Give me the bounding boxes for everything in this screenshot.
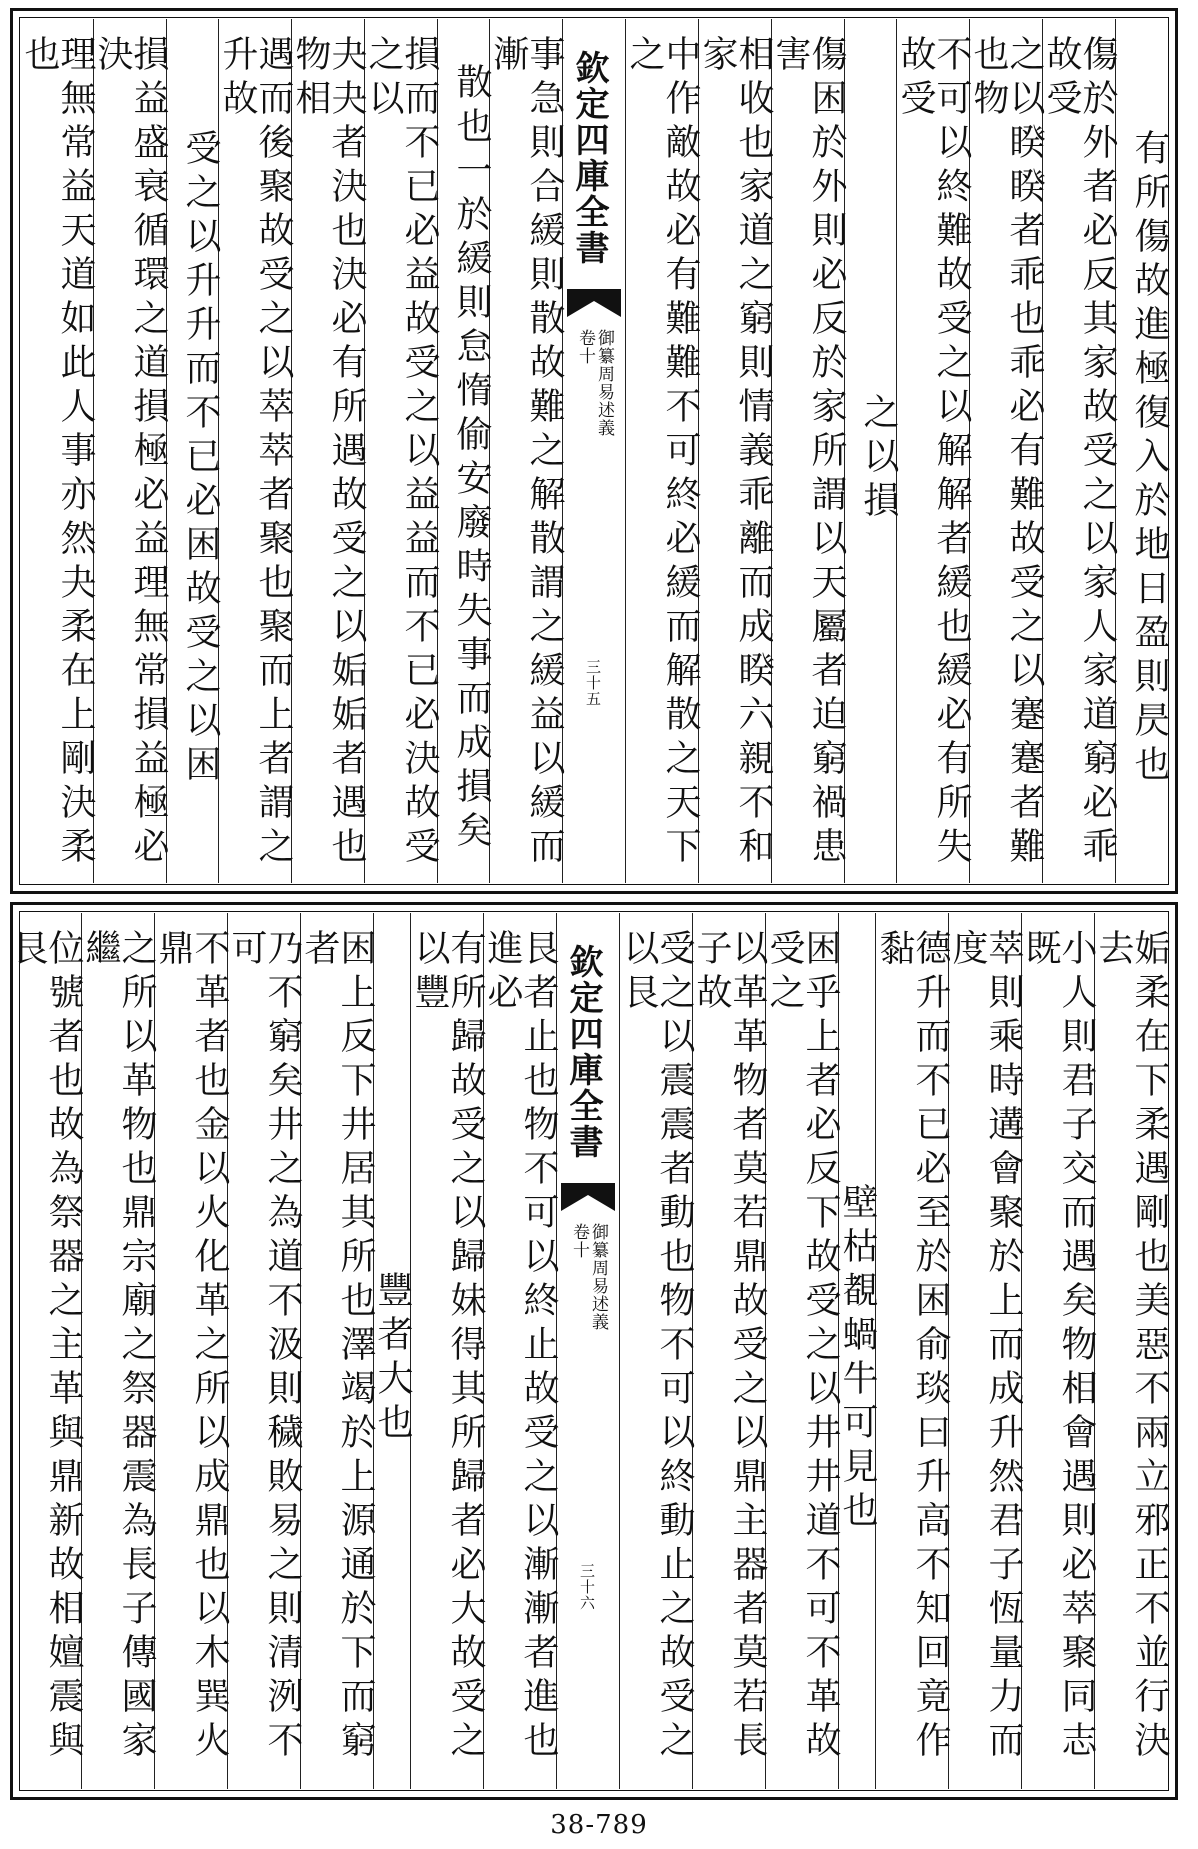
text-column: 相收也家道之窮則情義乖離而成睽六親不和家	[698, 19, 771, 883]
text-column: 德升而不已必至於困俞琰曰升高不知回竟作黏	[875, 913, 948, 1789]
text-column: 事急則合緩則散故難之解散謂之緩益以緩而漸	[489, 19, 562, 883]
text-column: 困乎上者必反下故受之以井井道不可不革故受之	[765, 913, 838, 1789]
center-margin	[556, 913, 619, 1789]
text-column: 豐者大也	[373, 913, 410, 1789]
text-column: 以革革物者莫若鼎故受之以鼎主器者莫若長子故	[692, 913, 765, 1789]
section-title-line: 卷十	[575, 329, 595, 365]
text-column: 散也一於緩則怠惰偷安廢時失事而成損矣	[437, 19, 489, 883]
text-column: 壁枯覩蝸牛可見也	[838, 913, 875, 1789]
text-column: 損益盛衰循環之道損極必益理無常損益極必決	[93, 19, 166, 883]
text-column: 受之以震震者動也物不可以終動止之故受之以艮	[619, 913, 692, 1789]
upper-page	[10, 8, 1178, 894]
text-column: 艮者止也物不可以終止故受之以漸漸者進也進必	[483, 913, 556, 1789]
page-number: 38-789	[550, 1810, 648, 1840]
lower-page-columns	[7, 913, 1170, 1789]
text-column: 傷於外者必反其家故受之以家人家道窮必乖故受	[1042, 19, 1115, 883]
text-column: 遇而後聚故受之以萃萃者聚也聚而上者謂之升故	[218, 19, 291, 883]
text-column: 之以睽睽者乖也乖必有難故受之以蹇蹇者難也物	[969, 19, 1042, 883]
text-column: 乃不窮矣井之為道不汲則穢敗易之則清洌不可	[227, 913, 300, 1789]
text-column: 姤柔在下柔遇剛也美惡不兩立邪正不並行決去	[1094, 913, 1167, 1789]
text-column: 損而不已必益故受之以益益而不已必決故受之以	[364, 19, 437, 883]
text-column: 小人則君子交而遇矣物相會遇則必萃聚同志既	[1021, 913, 1094, 1789]
text-column: 有所歸故受之以歸妹得其所歸者必大故受之以豐	[410, 913, 483, 1789]
section-title-line: 御纂周易述義	[594, 329, 614, 437]
folio-number: 三十五	[584, 659, 602, 707]
book-title: 欽定四庫全書	[569, 50, 609, 266]
text-column: 中作敵故必有難難不可終必緩而解散之天下之	[625, 19, 698, 883]
fishtail-mark-icon	[567, 289, 621, 317]
text-column: 理無常益天道如此人事亦然夬柔在上剛決柔也	[19, 35, 96, 871]
text-column: 之以損	[844, 19, 896, 883]
text-column: 有所傷故進極復入於地日盈則昃也	[1115, 19, 1167, 883]
text-column: 不革者也金以火化革之所以成鼎也以木巽火鼎	[154, 913, 227, 1789]
fishtail-mark-icon	[561, 1183, 615, 1211]
section-title-line: 卷十	[569, 1223, 589, 1259]
folio-number: 三十六	[578, 1563, 596, 1611]
text-column: 傷困於外則必反於家所謂以天屬者迫窮禍患害	[771, 19, 844, 883]
text-column: 困上反下井居其所也澤竭於上源通於下而窮者	[300, 913, 373, 1789]
text-column: 受之以升升而不已必困故受之以困	[166, 19, 218, 883]
text-column: 位號者也故為祭器之主革與鼎新故相嬗震與艮	[7, 929, 84, 1765]
lower-page	[7, 902, 1178, 1800]
section-title	[557, 1223, 619, 1383]
text-column: 萃則乘時遘會聚於上而成升然君子恆量力而度	[948, 913, 1021, 1789]
text-column: 不可以終難故受之以解解者緩也緩必有所失故受	[896, 19, 969, 883]
text-column: 夬夬者決也決必有所遇故受之以姤姤者遇也物相	[291, 19, 364, 883]
upper-page-columns	[19, 19, 1170, 883]
section-title-line: 御纂周易述義	[588, 1223, 608, 1331]
section-title	[563, 329, 625, 489]
text-column: 之所以革物也鼎宗廟之祭器震為長子傳國家繼	[81, 913, 154, 1789]
book-title: 欽定四庫全書	[563, 944, 603, 1160]
center-margin	[562, 19, 625, 883]
